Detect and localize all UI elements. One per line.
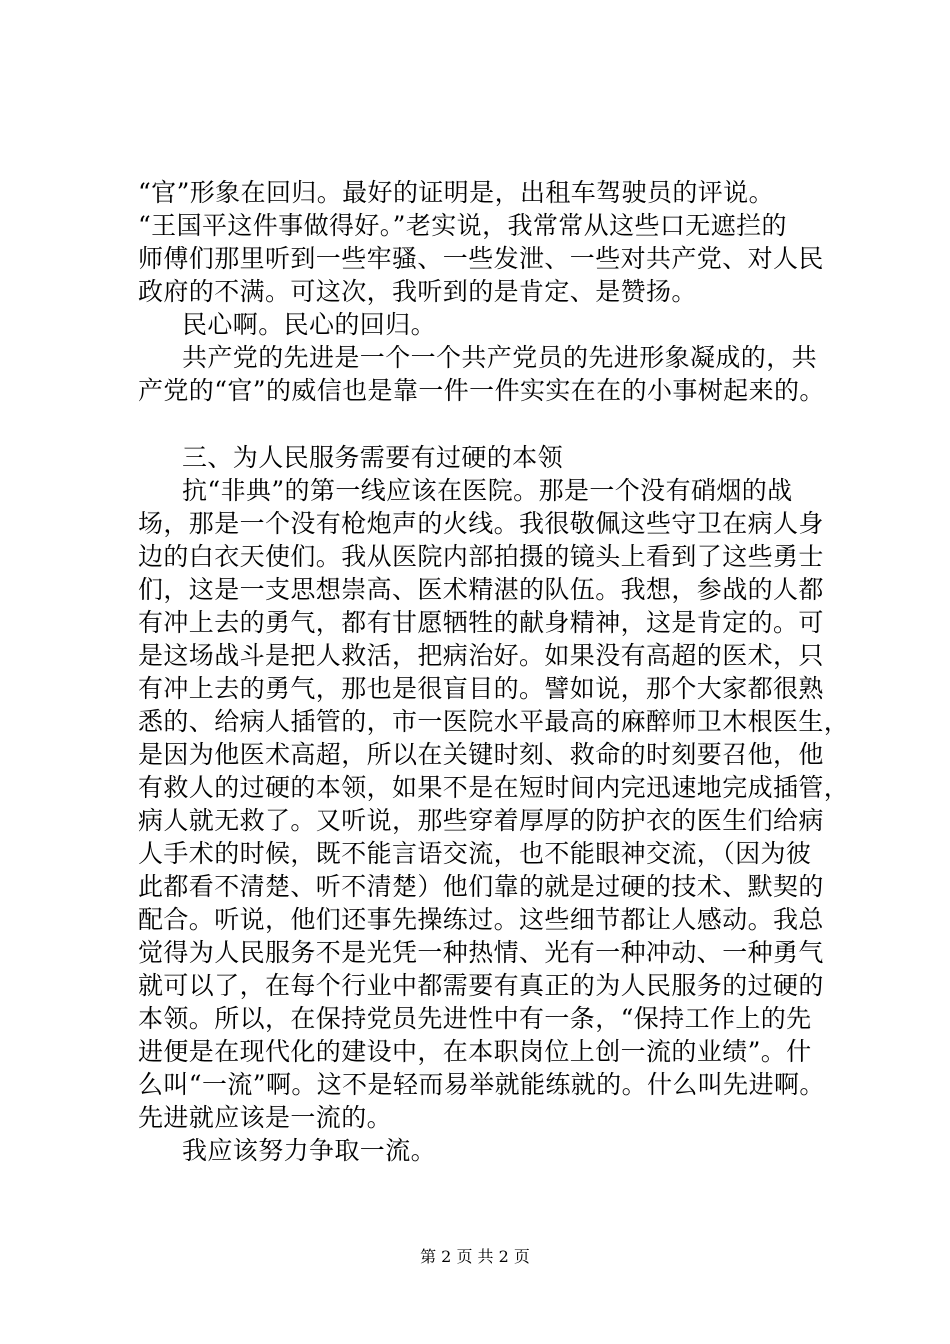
text-line: 有冲上去的勇气，那也是很盲目的。譬如说，那个大家都很熟 <box>138 674 824 703</box>
text-line: 政府的不满。可这次，我听到的是肯定、是赞扬。 <box>138 277 697 306</box>
text-line: “官”形象在回归。最好的证明是，出租车驾驶员的评说。 <box>138 178 774 207</box>
text-line: 产党的“官”的威信也是靠一件一件实实在在的小事树起来的。 <box>138 376 825 405</box>
text-line: 人手术的时候，既不能言语交流，也不能眼神交流，（因为彼 <box>138 839 812 868</box>
text-line: 是这场战斗是把人救活，把病治好。如果没有高超的医术，只 <box>138 641 824 670</box>
text-line: 共产党的先进是一个一个共产党员的先进形象凝成的，共 <box>182 343 818 372</box>
text-line: 抗“非典”的第一线应该在医院。那是一个没有硝烟的战 <box>182 476 793 505</box>
text-line: “王国平这件事做得好。”老实说，我常常从这些口无遮拦的 <box>138 211 787 240</box>
text-line: 进便是在现代化的建设中，在本职岗位上创一流的业绩”。什 <box>138 1037 812 1066</box>
text-line: 场，那是一个没有枪炮声的火线。我很敬佩这些守卫在病人身 <box>138 509 824 538</box>
text-line: 觉得为人民服务不是光凭一种热情、光有一种冲动、一种勇气 <box>138 938 824 967</box>
text-line: 师傅们那里听到一些牢骚、一些发泄、一些对共产党、对人民 <box>138 244 824 273</box>
text-line: 配合。听说，他们还事先操练过。这些细节都让人感动。我总 <box>138 905 824 934</box>
text-line: 有冲上去的勇气，都有甘愿牺牲的献身精神，这是肯定的。可 <box>138 608 824 637</box>
text-line: 是因为他医术高超，所以在关键时刻、救命的时刻要召他，他 <box>138 740 824 769</box>
text-line: 民心啊。民心的回归。 <box>182 310 437 339</box>
text-line: 么叫“一流”啊。这不是轻而易举就能练就的。什么叫先进啊。 <box>138 1070 825 1099</box>
text-line: 边的白衣天使们。我从医院内部拍摄的镜头上看到了这些勇士 <box>138 542 824 571</box>
text-line: 我应该努力争取一流。 <box>182 1136 437 1165</box>
text-line: 就可以了，在每个行业中都需要有真正的为人民服务的过硬的 <box>138 971 824 1000</box>
text-line: 本领。所以，在保持党员先进性中有一条，“保持工作上的先 <box>138 1004 812 1033</box>
text-line: 此都看不清楚、听不清楚）他们靠的就是过硬的技术、默契的 <box>138 872 824 901</box>
text-line: 们，这是一支思想崇高、医术精湛的队伍。我想，参战的人都 <box>138 575 824 604</box>
text-line: 先进就应该是一流的。 <box>138 1103 393 1132</box>
text-line: 有救人的过硬的本领，如果不是在短时间内完迅速地完成插管， <box>138 773 850 802</box>
text-line: 悉的、给病人插管的，市一医院水平最高的麻醉师卫木根医生， <box>138 707 850 736</box>
page-number-footer: 第 2 页 共 2 页 <box>420 1247 530 1266</box>
text-line: 病人就无救了。又听说，那些穿着厚厚的防护衣的医生们给病 <box>138 806 824 835</box>
section-heading: 三、为人民服务需要有过硬的本领 <box>182 443 564 472</box>
